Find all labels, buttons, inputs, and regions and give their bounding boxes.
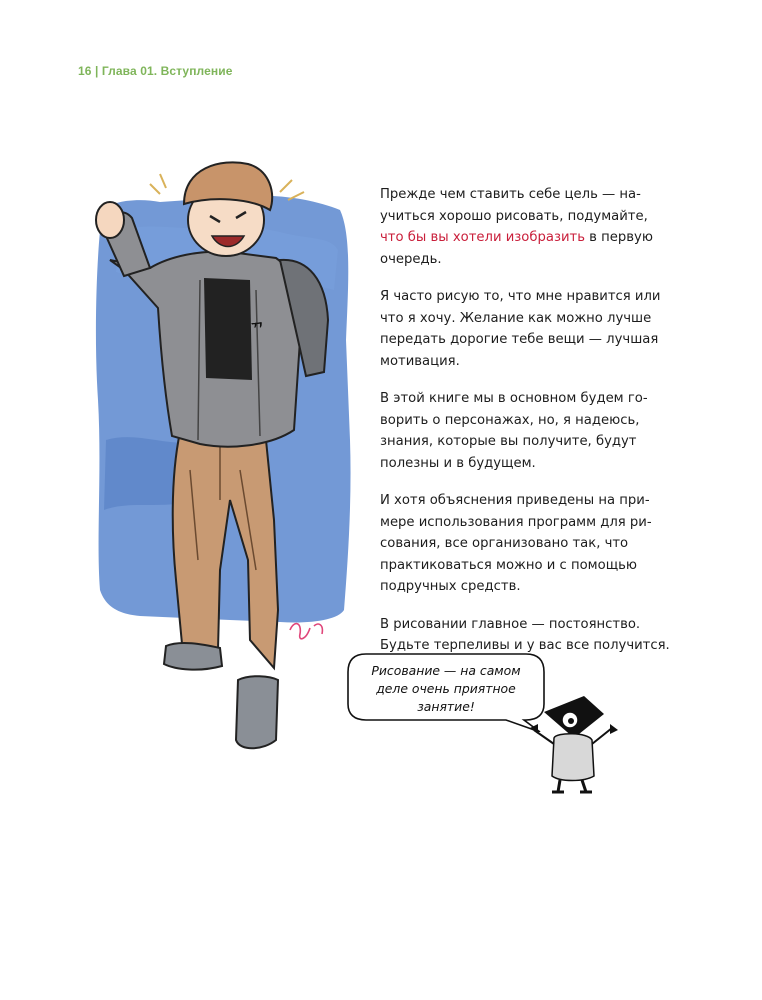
speech-bubble bbox=[346, 652, 546, 732]
svg-text:ᄁ: ᄁ bbox=[249, 321, 266, 340]
running-head: 16 | Глава 01. Вступление bbox=[78, 64, 233, 78]
character-illustration bbox=[80, 140, 380, 760]
mascot-icon bbox=[524, 684, 620, 796]
right-shoe bbox=[236, 676, 278, 748]
speech-bubble-text: Рисование — на самом деле очень приятное занятие! bbox=[371, 663, 521, 714]
body-text bbox=[380, 184, 670, 673]
paragraph-2: Я часто рисую то, что мне нравится или что я хочу. Желание как можно лучше передать дорогие тебе вещи — лучшая мотивация. bbox=[380, 289, 661, 369]
highlighted-phrase: что бы вы хотели изобразить bbox=[380, 230, 585, 245]
left-shoe bbox=[164, 643, 222, 670]
paragraph-3: В этой книге мы в основном будем го-ворить о персонажах, но, я надеюсь, знания, которые вы получите, будут полезны и в будущем. bbox=[380, 391, 648, 471]
paragraph-5: В рисовании главное — постоянство. Будьте терпеливы и у вас все получится. bbox=[380, 616, 670, 653]
signature bbox=[290, 624, 322, 639]
fist bbox=[96, 202, 124, 238]
paragraph-4: И хотя объяснения приведены на при-мере использования программ для ри-сования, все организовано так, что практиковаться можно и с помощью подручных средств. bbox=[380, 493, 652, 594]
paragraph-1: Прежде чем ставить себе цель — на-учиться хорошо рисовать, подумайте, что бы вы хотели изобразить в первую очередь. bbox=[380, 187, 653, 267]
